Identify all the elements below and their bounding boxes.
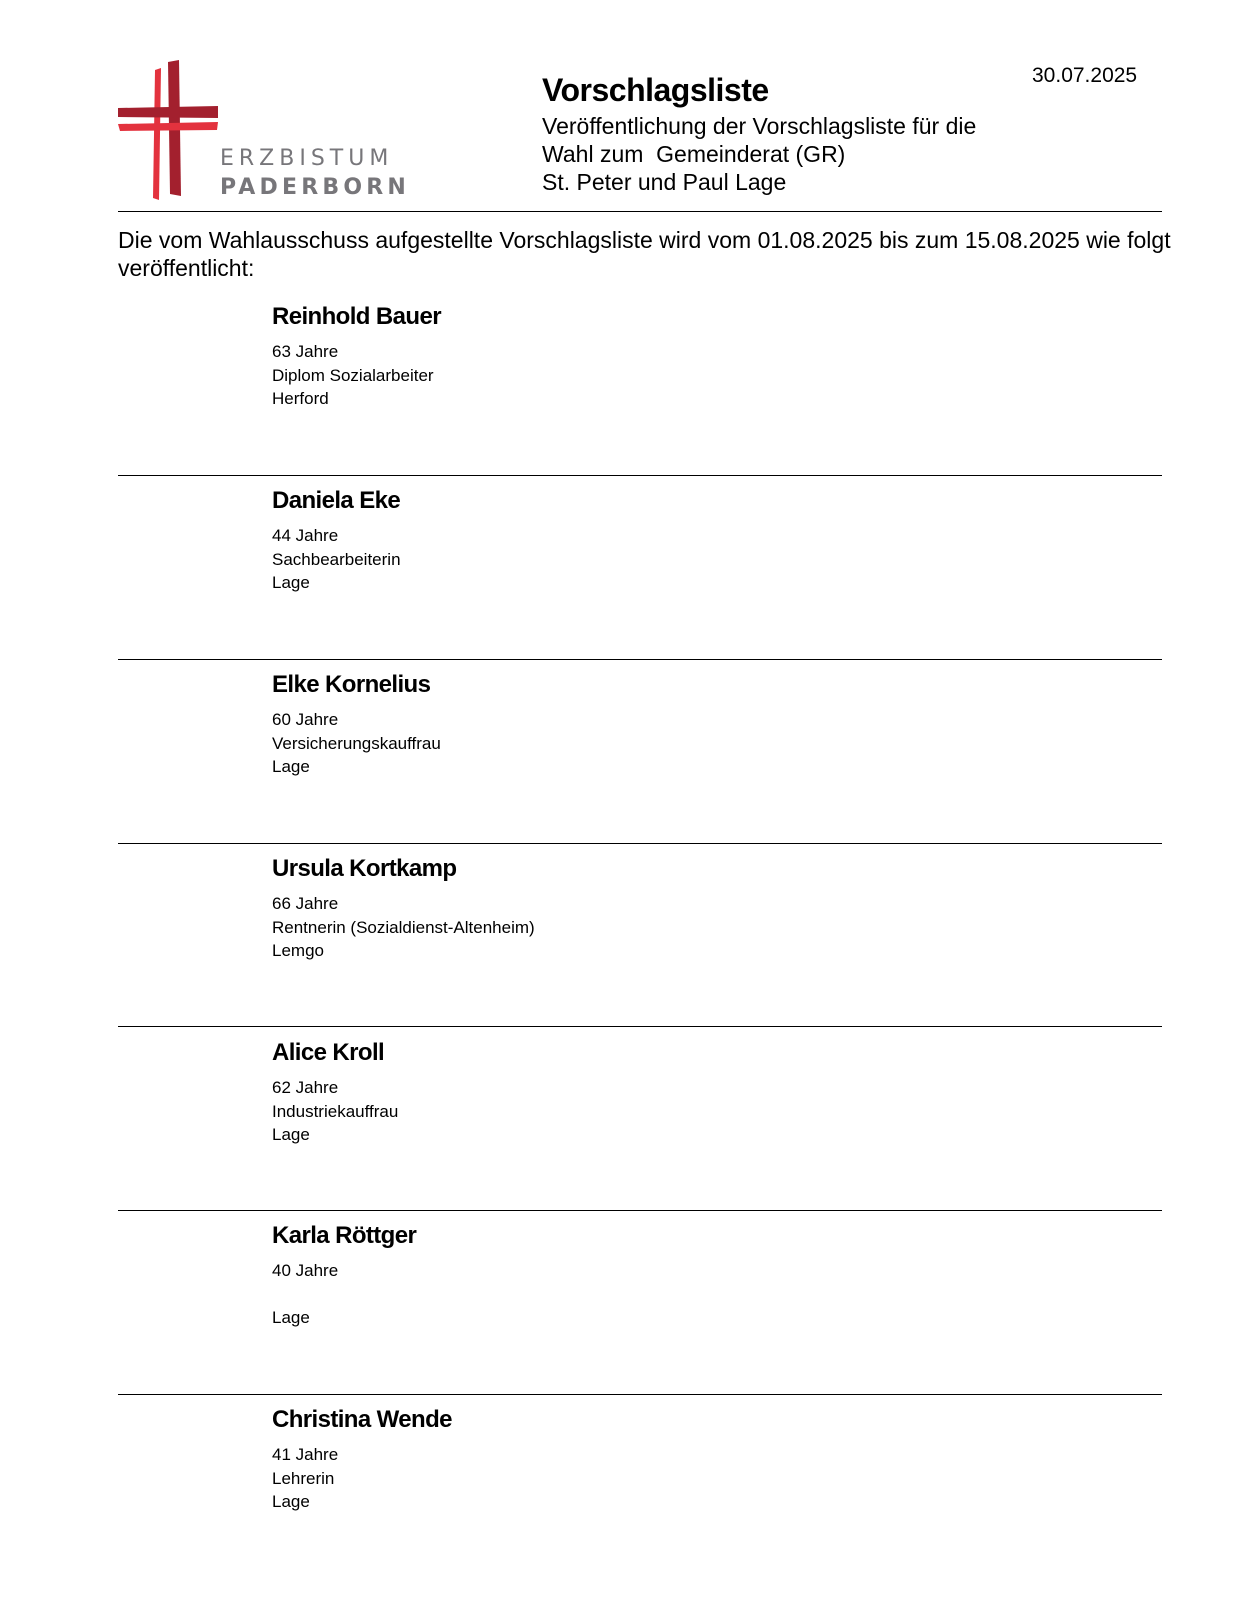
candidate-age: 44 Jahre — [272, 526, 339, 545]
candidate-divider — [118, 475, 1162, 476]
logo-text-erzbistum: ERZBISTUM — [220, 146, 394, 171]
header-divider — [118, 211, 1162, 212]
candidate-entry — [272, 486, 401, 595]
subtitle-line: St. Peter und Paul Lage — [542, 169, 787, 195]
candidate-profession: Rentnerin (Sozialdienst-Altenheim) — [272, 917, 535, 937]
candidate-profession: Sachbearbeiterin — [272, 549, 401, 569]
candidate-profession — [272, 1283, 416, 1307]
page-subtitle — [542, 112, 976, 196]
candidate-city: Lage — [272, 1125, 310, 1144]
candidate-age: 62 Jahre — [272, 1078, 339, 1097]
candidate-entry — [272, 854, 535, 963]
candidate-age: 40 Jahre — [272, 1261, 339, 1280]
document-date: 30.07.2025 — [1032, 64, 1138, 87]
candidate-city: Lage — [272, 1492, 310, 1511]
subtitle-line: Wahl zum Gemeinderat (GR) — [542, 141, 846, 167]
candidate-age: 41 Jahre — [272, 1445, 339, 1464]
logo-text-paderborn: PADERBORN — [220, 175, 410, 200]
candidate-name: Elke Kornelius — [272, 671, 431, 698]
candidate-entry — [272, 670, 441, 779]
candidate-profession: Industriekauffrau — [272, 1101, 399, 1121]
candidate-entry — [272, 1038, 398, 1147]
candidate-profession: Lehrerin — [272, 1468, 335, 1488]
page-title: Vorschlagsliste — [542, 72, 769, 108]
intro-text: Die vom Wahlausschuss aufgestellte Vorschlagsliste wird vom 01.08.2025 bis zum 15.08.2025 wie folgt veröffentlicht: — [118, 227, 1171, 281]
candidate-entry — [272, 1221, 416, 1330]
candidate-city: Lage — [272, 1308, 310, 1327]
candidate-profession: Diplom Sozialarbeiter — [272, 365, 434, 385]
candidate-name: Daniela Eke — [272, 487, 401, 514]
candidate-city: Lage — [272, 757, 310, 776]
candidate-age: 60 Jahre — [272, 710, 339, 729]
candidate-name: Reinhold Bauer — [272, 303, 441, 330]
candidate-age: 63 Jahre — [272, 342, 339, 361]
candidate-name: Karla Röttger — [272, 1222, 417, 1249]
candidate-name: Alice Kroll — [272, 1039, 385, 1066]
candidate-divider — [118, 843, 1162, 844]
candidate-profession: Versicherungskauffrau — [272, 733, 441, 753]
candidate-city: Lemgo — [272, 941, 324, 960]
candidate-divider — [118, 1026, 1162, 1027]
candidate-name: Christina Wende — [272, 1406, 452, 1433]
candidate-divider — [118, 1394, 1162, 1395]
candidate-name: Ursula Kortkamp — [272, 855, 457, 882]
candidate-entry — [272, 1405, 452, 1514]
erzbistum-logo — [118, 60, 418, 210]
candidate-divider — [118, 659, 1162, 660]
candidate-divider — [118, 1210, 1162, 1211]
candidate-city: Lage — [272, 573, 310, 592]
candidate-entry — [272, 302, 441, 411]
candidate-city: Herford — [272, 389, 329, 408]
candidate-age: 66 Jahre — [272, 894, 339, 913]
subtitle-line: Veröffentlichung der Vorschlagsliste für die — [542, 113, 977, 139]
cross-icon — [118, 60, 220, 202]
